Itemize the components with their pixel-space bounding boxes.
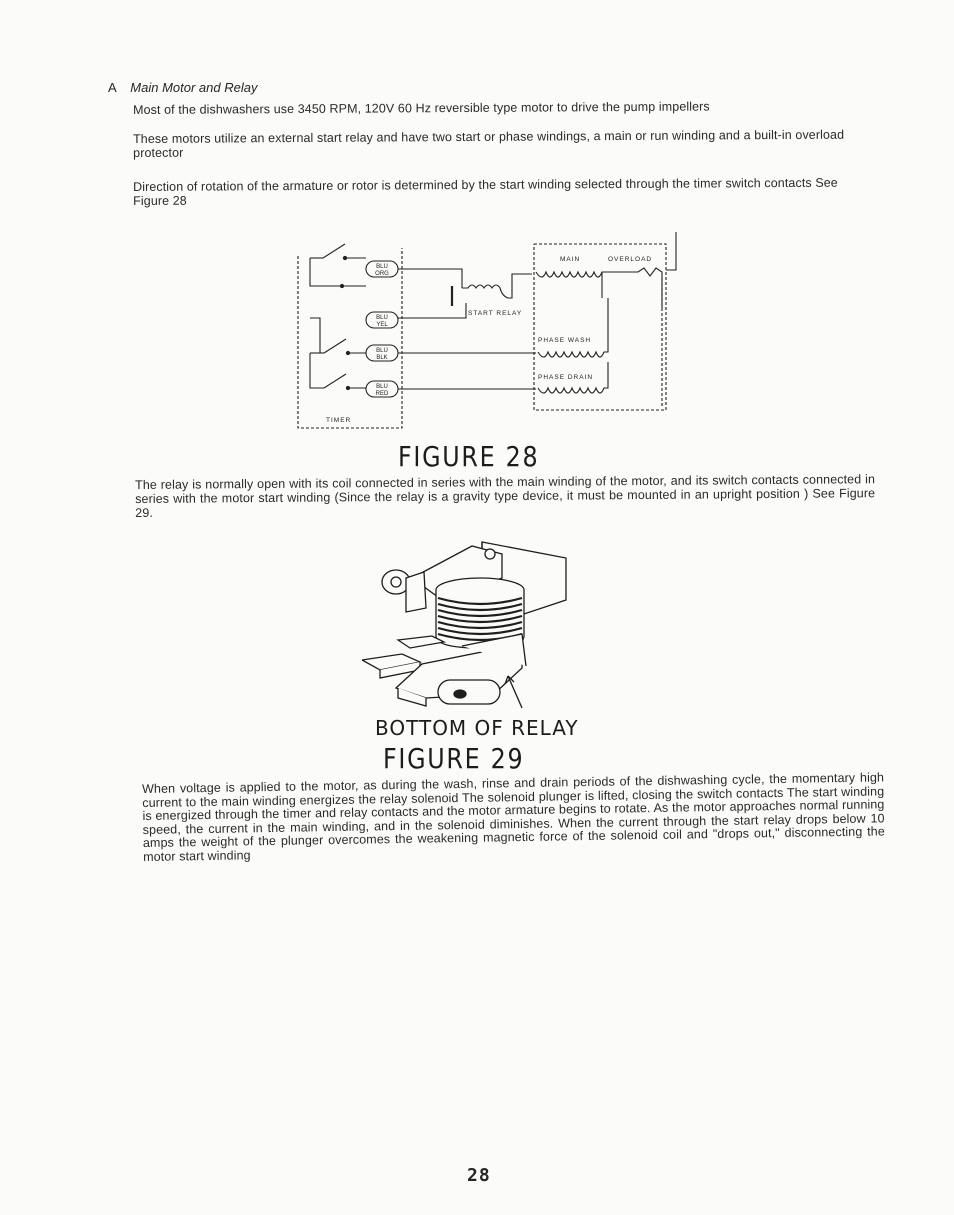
paragraph-relay: The relay is normally open with its coil connected in series with the main winding of the motor, and its switch contacts connected in series with the motor start winding (Since the relay is a gravity type device, it must be mounted in an upright position ) See Figure 29. xyxy=(135,472,876,520)
page-number: 28 xyxy=(467,1165,491,1186)
section-letter: A xyxy=(108,80,117,95)
wire-4-line-2: RED xyxy=(375,391,389,397)
wire-3-line-1: BLU xyxy=(376,348,388,354)
paragraph-windings: These motors utilize an external start relay and have two start or phase windings, a main or run winding and a built-in overload protector xyxy=(133,127,845,160)
timer-label: TIMER xyxy=(326,417,352,424)
start-relay-label: START RELAY xyxy=(468,310,523,317)
wire-labels xyxy=(375,264,389,397)
wire-2-line-1: BLU xyxy=(376,315,388,321)
phase-wash-label: PHASE WASH xyxy=(538,337,592,344)
phase-drain-label: PHASE DRAIN xyxy=(538,374,594,381)
paragraph-rotation: Direction of rotation of the armature or rotor is determined by the start winding selected through the timer switch contacts See Figure 28 xyxy=(133,175,838,208)
wire-1-line-1: BLU xyxy=(376,264,388,270)
wire-1-line-2: ORG xyxy=(375,271,389,277)
paragraph-motor-type: Most of the dishwashers use 3450 RPM, 120V 60 Hz reversible type motor to drive the pump impellers xyxy=(133,99,710,117)
figure-29-relay-drawing xyxy=(362,538,572,713)
figure-28-caption: FIGURE 28 xyxy=(398,440,540,473)
paragraph-operation: When voltage is applied to the motor, as during the wash, rinse and drain periods of the dishwashing cycle, the momentary high current to the main winding energizes the relay solenoid The solenoid plunger is lifted, closing the switch contacts The start winding is energized through the timer and relay contacts and the motor armature begins to rotate. As the motor approaches normal running speed, the current in the main winding, and in the solenoid diminishes. When the current through the start relay drops below 10 amps the weight of the plunger overcomes the weakening magnetic force of the solenoid coil and "drops out," disconnecting the motor start winding xyxy=(141,770,885,864)
section-title: Main Motor and Relay xyxy=(130,80,258,95)
main-label: MAIN xyxy=(560,256,581,263)
section-heading xyxy=(108,80,257,95)
figure-28-wiring-diagram xyxy=(290,228,690,436)
wire-4-line-1: BLU xyxy=(376,384,388,390)
wire-3-line-2: BLK xyxy=(376,355,388,361)
wire-2-line-2: YEL xyxy=(376,322,388,328)
figure-29-subtitle: BOTTOM OF RELAY xyxy=(375,716,579,740)
overload-label: OVERLOAD xyxy=(608,256,653,263)
figure-29-caption: FIGURE 29 xyxy=(383,742,525,775)
